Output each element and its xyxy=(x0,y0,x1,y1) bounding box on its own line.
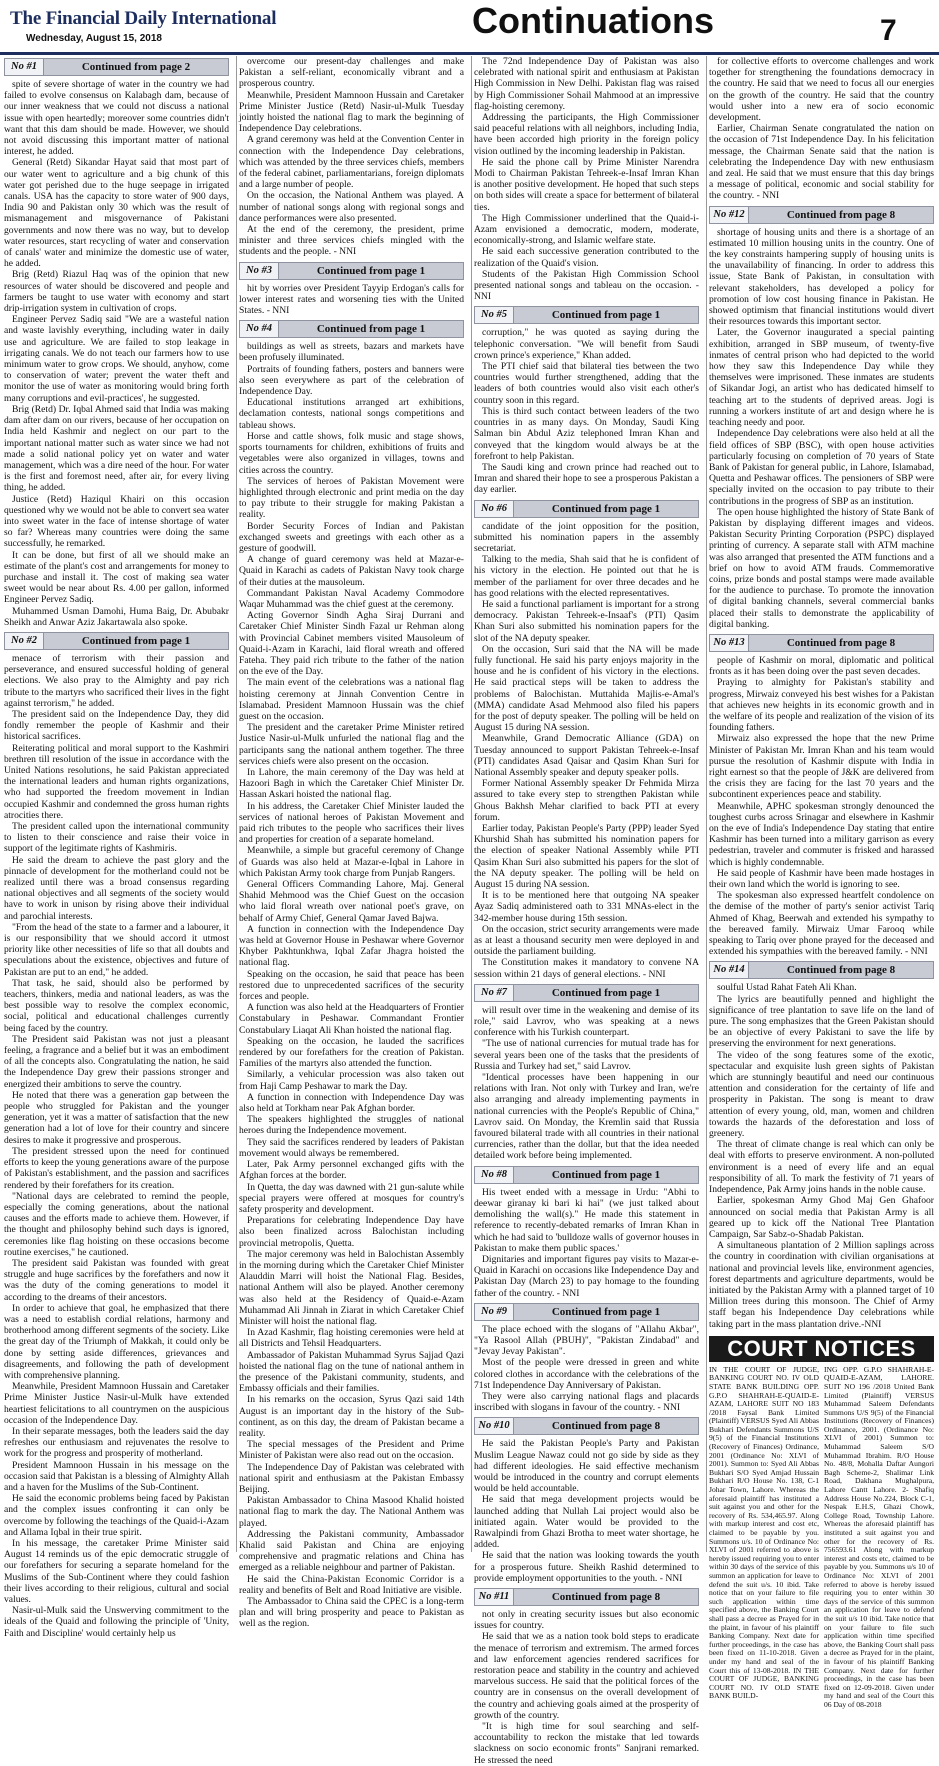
paragraph: He said people of Kashmir have been made hostages in their own land which the world is ignoring to see. xyxy=(709,867,934,891)
paragraph: The speakers highlighted the struggles of national heroes during the Independence movement. xyxy=(239,1114,464,1137)
article-body xyxy=(239,56,464,258)
paragraph: A change of guard ceremony was held at Mazar-e-Quaid in Karachi as cadets of Pakistan Navy took charge of their duties at the mausoleum. xyxy=(239,554,464,588)
paragraph: Dignitaries and important figures pay visits to Mazar-e-Quaid in Karachi on occasions like Independence Day and Pakistan Day (March 23) to pay homage to the founding father of the country. - NNI xyxy=(474,1253,699,1299)
paragraph: Pakistan Ambassador to China Masood Khalid hoisted national flag to mark the day. The National Anthem was played. xyxy=(239,1495,464,1529)
paragraph: Earlier, Chairman Senate congratulated the nation on the occasion of 71st Independence Day. In his felicitation message, the Chairman Senate said that the nation is celebrating the Independence Day with new enthusiasm and zeal. He said that we must ensure that this day brings a message of political, economic and social stability for the country. - NNI xyxy=(709,123,934,202)
paragraph: A function in connection with Independence Day was also held at Torkham near Pak Afghan border. xyxy=(239,1091,464,1115)
continuation-label: Continued from page 8 xyxy=(786,208,896,221)
continuation-header xyxy=(709,961,934,979)
paragraph: President Mamnoon Hussain in his message on the occasion said that Pakistan is a blessing of Almighty Allah and a haven for the Muslims of the Sub-Continent. xyxy=(4,1459,229,1493)
paragraph: overcome our present-day challenges and make Pakistan a self-reliant, economically vibrant and a prosperous country. xyxy=(239,56,464,90)
continuation-header xyxy=(474,1588,699,1606)
paragraph: Horse and cattle shows, folk music and stage shows, sports tournaments for children, exhibitions of fruits and vegetables were also organized in villages, towns and cities across the country. xyxy=(239,430,464,476)
paragraph: Reiterating political and moral support to the Kashmiri brethren till resolution of the issue in accordance with the United Nations resolutions, he said Pakistan appreciated the international leaders and human rights organizations, who had supported the freedom movement in Indian occupied Kashmir and condemned the gross human rights atrocities there. xyxy=(4,742,229,821)
continuation-header xyxy=(474,500,699,518)
paragraph: They said the sacrifices rendered by leaders of Pakistan movement would always be remembered. xyxy=(239,1136,464,1159)
paragraph: Meanwhile, a simple but graceful ceremony of Change of Guards was also held at Mazar-e-Iqbal in Lahore in which Pakistan Army took charge from Punjab Rangers. xyxy=(239,845,464,879)
paragraph: The 72nd Independence Day of Pakistan was also celebrated with national spirit and enthusiasm at Pakistan High Commission in New Delhi. Pakistan flag was raised by High Commissioner Sohail Mahmood at an impressive flag-hoisting ceremony. xyxy=(474,56,699,112)
paragraph: The spokesman also expressed heartfelt condolence on the demise of the mother of party's senior activist Tariq Ahmed of Khag, Beerwah and extended his sympathy to the bereaved family. Mirwaiz Umar Farooq while speaking to Tariq over phone prayed for the deceased and extended his sympathies with the bereaved family. - NNI xyxy=(709,890,934,958)
article-body xyxy=(709,655,934,957)
paragraph: Preparations for celebrating Independence Day have also been finalized across Balochistan including provincial metropolis, Quetta. xyxy=(239,1215,464,1249)
continuation-number: No #3 xyxy=(240,263,279,279)
continuation-number: No #1 xyxy=(5,59,44,75)
paragraph: Portraits of founding fathers, posters and banners were also seen everywhere as part of the celebration of Independence Day. xyxy=(239,363,464,398)
paragraph: "It is high time for soul searching and self-accountability to reckon the mistake that led towards slackness on socio economic fronts" Sanjrani remarked. He stressed the need xyxy=(474,1721,699,1766)
article xyxy=(239,320,464,1629)
paragraph: "National days are celebrated to remind the people, especially the coming generations, about the national causes and the efforts made to achieve them. However, if the thought and philosophy behind such days is ignored, ceremonies like flag hoisting on these occasions become routine exercises," he cautioned. xyxy=(4,1190,229,1258)
continuation-header xyxy=(239,320,464,338)
paragraph: A grand ceremony was held at the Convention Center in connection with the Independence Day celebrations, which was attended by the three services chiefs, members of the federal cabinet, parliamentarians, foreign diplomats and a large number of people. xyxy=(239,134,464,191)
paragraph: The president said on the Independence Day, they did fondly remember the people of Kashmir and their historical sacrifices. xyxy=(4,708,229,743)
continuation-header xyxy=(709,206,934,224)
continuation-label: Continued from page 1 xyxy=(551,1305,661,1318)
section-title: Continuations xyxy=(472,0,714,41)
article xyxy=(239,262,464,317)
continuation-number: No #4 xyxy=(240,321,279,337)
paragraph: Speaking on the occasion, he said that peace has been restored due to unprecedented sacrifices of the security forces and people. xyxy=(239,968,464,1003)
paragraph: He said that mega development projects would be launched adding that Nullah Lai project would also be initiated again. Water would be provided to the Rawalpindi from Ghazi Brotha to meet water shortage, he added. xyxy=(474,1494,699,1551)
paragraph: A function in connection with the Independence Day was held at Governor House in Peshawar where Governor Khyber Pakhtunkhwa, Iqbal Zafar Jhagra hoisted the national flag. xyxy=(239,923,464,969)
article-body xyxy=(474,1005,699,1162)
paragraph: A simultaneous plantation of 2 Million saplings across the country in coordination with civilian organisations at national and provincial levels like, environment agencies, forest departments and agriculture departments, would be initiated by the Pakistan Army with a planned target of 10 Million trees during this monsoon. The Chief of Army staff began his Independence Day celebrations while taking part in the mass plantation drive.-NNI xyxy=(709,1240,934,1330)
paragraph: The PTI chief said that bilateral ties between the two countries would further strengthened, adding that the leaders of both countries would also visit each other's country soon in this regard. xyxy=(474,361,699,406)
paragraph: General Officers Commanding Lahore, Maj. General Shahid Mehmood was the Chief Guest on the occasion who laid floral wreath over national poet's grave, on behalf of Army Chief, General Qamar Javed Bajwa. xyxy=(239,879,464,924)
article-body xyxy=(709,227,934,630)
article xyxy=(709,634,934,957)
column-4 xyxy=(709,56,934,1709)
article-body xyxy=(4,79,229,628)
article xyxy=(474,306,699,495)
paragraph: The lyrics are beautifully penned and highlight the significance of tree plantation to save life on the land of pure. The song emphasizes that the Green Pakistan should be an objective of every Pakistani to save the life by preserving the environment for next generations. xyxy=(709,993,934,1050)
paragraph: The major ceremony was held in Balochistan Assembly in the morning during which the Caretaker Chief Minister Alauddin Marri will hoist the National Flag. Besides, national Anthem will also be played. Another ceremony was also held at the Residency of Quaid-e-Azam Muhammad Ali Jinnah in Ziarat in which Caretaker Chief Minister will hoist the national flag. xyxy=(239,1248,464,1327)
paragraph: They were also carrying national flags and placards inscribed with slogans in favour of the country. - NNI xyxy=(474,1390,699,1414)
article xyxy=(474,1588,699,1766)
continuation-number: No #11 xyxy=(475,1589,514,1605)
continuation-number: No #10 xyxy=(475,1418,514,1434)
paragraph: menace of terrorism with their passion and perseverance, and ensured successful holding of general elections. We also pray to the Almighty and pay rich tribute to the martyrs who sacrificed their lives in the fight against terrorism," he added. xyxy=(4,652,229,709)
continuation-number: No #13 xyxy=(710,635,749,651)
paragraph: He said that we as a nation took bold steps to eradicate the menace of terrorism and extremism. The armed forces and law enforcement agencies rendered sacrifices for restoration peace and stability in the country and achieved marvelous success. He said that the political forces of the country are in consensus on the overall development of the country and achieving goals aimed at the prosperity of growth of the country. xyxy=(474,1631,699,1721)
paragraph: In order to achieve that goal, he emphasized that there was a need to establish cordial relations, harmony and brotherhood among different segments of the society. Like the great day of the Triumph of Makkah, it could only be done by setting aside differences, grievances and disagreements, and following the path of development with comprehensive planning. xyxy=(4,1302,229,1381)
paragraph: The video of the song features some of the exotic, spectacular and exquisite lush green sights of Pakistan which are stunningly beautiful and need our continuous attention and consideration for the certainty of life and prosperity in Pakistan. The song is meant to draw attention of every young, old, man, women and children towards the hazards of the deforestation and loss of greenery. xyxy=(709,1049,934,1140)
paragraph: On the occasion, strict security arrangements were made as at least a thousand security men were deployed in and outside the parliament building. xyxy=(474,923,699,958)
paragraph: buildings as well as streets, bazars and markets have been profusely illuminated. xyxy=(239,341,464,364)
article xyxy=(474,56,699,302)
paragraph: corruption," he was quoted as saying during the telephonic conversation. "We will benefit from Saudi crown prince's experience," Khan added. xyxy=(474,327,699,361)
paragraph: In his message, the caretaker Prime Minister said August 14 reminds us of the epic democratic struggle of our forefathers for securing a separate homeland for the Muslims of the Sub-Continent where they could fashion their lives according to their religious, cultural and social values. xyxy=(4,1538,229,1606)
paragraph: Later, the Governor inaugurated a special painting exhibition, arranged in SBP museum, of twenty-five inmates of central prison who had depicted to the world how they saw this Independence Day while they themselves were imprisoned. These inmates are students of Sikandar Jogi, an artist who has dedicated himself to teaching art to the students of deprived areas. Jogi is running a workers institute of art and design where he is teaching needy and poor. xyxy=(709,327,934,429)
paragraph: Speaking on the occasion, he lauded the sacrifices rendered by our forefathers for the creation of Pakistan. Families of the martyrs also attended the function. xyxy=(239,1035,464,1070)
column-1 xyxy=(4,56,229,1639)
continuation-number: No #8 xyxy=(475,1167,514,1183)
paragraph: Brig (Retd) Dr. Iqbal Ahmed said that India was making dam after dam on our rivers, because of her occupation on India held Kashmir and neglect on our part to the important national matter such as water since we had not made a solid national policy yet on water and water management, which was a dire need of the hour. For water is the first and foremost need, after air, for every living thing, he added. xyxy=(4,403,229,494)
article xyxy=(474,500,699,980)
article-columns xyxy=(4,56,935,1766)
paragraph: The Saudi king and crown prince had reached out to Imran and shared their hope to see a prosperous Pakistan a day earlier. xyxy=(474,461,699,496)
continuation-label: Continued from page 1 xyxy=(551,986,661,999)
paragraph: He noted that there was a generation gap between the people who struggled for Pakistan and the younger generation, yet it was a matter of satisfaction that the new generation had a lot of love for their country and sincere desires to make it progressive and prosperous. xyxy=(4,1089,229,1146)
paragraph: Mirwaiz also expressed the hope that the new Prime Minister of Pakistan Mr. Imran Khan and his team would pursue the resolution of Kashmir dispute with India in right earnest so that the people of J&K are delivered from the crisis they are facing for the last 70 years and the subcontinent experiences peace and stability. xyxy=(709,733,934,801)
paragraph: He said each successive generation contributed to the realization of the Quaid's vision. xyxy=(474,246,699,269)
paragraph: not only in creating security issues but also economic issues for country. xyxy=(474,1608,699,1632)
paragraph: Independence Day celebrations were also held at all the field offices of SBP (BSC), with open house activities particularly focusing on completion of 70 years of State Bank of Pakistan for general public, in Lahore, Islamabad, Quetta and Peshawar offices. The pensioners of SBP were specially invited on the occasion to pay tribute to their contributions in the progress of SBP as an institution. xyxy=(709,428,934,507)
article xyxy=(709,56,934,202)
paragraph: Engineer Pervez Sadiq said "We are a wasteful nation and waste lavishly everything, including water in daily use and agriculture. We are failed to stop leakage in irrigating canals. We do not teach our farmers how to use minimum water to grow crops. We should, anyhow, come to conservation of water; prevent the water theft and monitor the use of water as monitoring would bring forth many corruptions and evil-practices', he suggested. xyxy=(4,314,229,404)
masthead xyxy=(0,0,939,55)
paragraph: That task, he said, should also be performed by teachers, thinkers, media and national leaders, as was the best possible way to resolve the complex economic, social, political and educational challenges currently being faced by the country. xyxy=(4,977,229,1034)
continuation-header xyxy=(709,634,934,652)
paragraph: The High Commissioner underlined that the Quaid-i-Azam envisioned a democratic, modern, moderate, economically-strong, and Islamic welfare state. xyxy=(474,212,699,247)
paragraph: The threat of climate change is real which can only be deal with efforts to preserve environment. A non-polluted environment is a need of every life and an equal responsibility of all. To mark the festivity of 71 years of Independence, Pak Army joins hands in the noble cause. xyxy=(709,1139,934,1196)
paper-name: The Financial Daily International xyxy=(10,8,277,29)
paragraph: He said the dream to achieve the past glory and the pinnacle of development for the motherland could not be realized until there was a broad consensus regarding national objectives and all segments of the society would have to work in unison by rising above their individual and parochial interests. xyxy=(4,854,229,922)
notice-text: IN THE COURT OF JUDGE, BANKING COURT NO. IV OLD STATE BANK BUILDING OPP. G.P.O SHAHRAH-E-QUAID-E-AZAM, LAHORE SUIT NO 183 /2018 Faysal Bank Limited (Plaintiff) VERSUS Syed Ali Abbas Bukhari Defendants Summons U/S 9(5) of the Financial Institutions (Recovery of Finances) Ordinance, 2001 (Ordinance No: XLVI of 2001). Summon to: Syed Ali Abbas Bukhari S/O Syed Amjad Hussain Bukhari R/O House No. 138, C-1 Johar Town, Lahore. Whereas the aforesaid plaintiff has instituted a suit against you and other for the recovery of Rs. 534,465.97. Along with markup interest and cost etc, claimed to be payable by you. Summons u/s. 10 of Ordinance No: XLVI of 2001 referred to above is hereby issued requiring you to enter within 30 days of the service of this summon an application for leave to defend the suit u/s. 10 ibid. Take notice that on your failure to file such application within time specified above, the Banking Court shall pass a decree as Prayed for in the plaint, in favour of his plaintiff Banking Company. Next date for further proceedings, in the case has been fixed on 11-10-2018. Given under my hand and seal of the Court this of 13-08-2018. IN THE COURT OF JUDGE, BANKING COURT NO. IV OLD STATE BANK BUILD- xyxy=(709,1364,819,1701)
paragraph: In his address, the Caretaker Chief Minister lauded the services of national heroes of Pakistan Movement and paid rich tributes to the people who sacrifices their lives and properties for creation of a separate homeland. xyxy=(239,800,464,846)
paragraph: In his remarks on the occasion, Syrus Qazi said 14th August is an important day in the history of the Sub-continent, as on this day, the dream of Pakistan became a reality. xyxy=(239,1394,464,1439)
court-notice xyxy=(824,1364,934,1709)
paragraph: The president and the caretaker Prime Minister retired Justice Nasir-ul-Mulk unfurled the national flag and the participants sang the national anthem together. The three services chiefs were also present on the occasion. xyxy=(239,722,464,767)
paragraph: for collective efforts to overcome challenges and work together for strengthening the foundations democracy in the country. He said that we need to focus all our energies on the growth of the country. He said that the country would usher into a new era of socio economic development. xyxy=(709,56,934,124)
paragraph: Acting Governor Sindh Agha Siraj Durrani and Caretaker Chief Minister Sindh Fazal ur Rehman along with Provincial Cabinet members visited Mausoleum of Quaid-i-Azam in Karachi, laid floral wreath and offered Fateha. They paid rich tribute to the father of the nation on the eve of the Day. xyxy=(239,610,464,678)
paragraph: This is third such contact between leaders of the two countries in as many days. On Monday, Saudi King Salman bin Abdul Aziz telephoned Imran Khan and conveyed that the kingdom would always be at the forefront to help Pakistan. xyxy=(474,405,699,462)
paragraph: "From the head of the state to a farmer and a labourer, it is our responsibility that we should accord it utmost priority like other necessities of life so that all doubts and speculations about the existence, objectives and future of Pakistan are put to an end," he added. xyxy=(4,921,229,978)
column-3 xyxy=(474,56,699,1766)
article xyxy=(4,58,229,628)
paragraph: candidate of the joint opposition for the position, submitted his nomination papers in the assembly secretariat. xyxy=(474,520,699,554)
article-body xyxy=(4,653,229,1639)
paragraph: Ambassador of Pakistan Muhammad Syrus Sajjad Qazi hoisted the national flag on the tune of national anthem in the presence of the Pakistani community, students, and Embassy officials and their families. xyxy=(239,1349,464,1395)
article-body xyxy=(474,1609,699,1766)
paragraph: Nasir-ul-Mulk said the Unswerving commitment to the ideals of the Quaid and following the principle of 'Unity, Faith and Discipline' would certainly help us xyxy=(4,1605,229,1639)
paragraph: Similarly, a vehicular procession was also taken out from Haji Camp Peshawar to mark the Day. xyxy=(239,1069,464,1092)
paragraph: He said the Pakistan People's Party and Pakistan Muslim League Nawaz could not go side by side as they had different ideologies. He said effective mechanism would be introduced in the country and corrupt elements would be held accountable. xyxy=(474,1438,699,1495)
paragraph: The services of heroes of Pakistan Movement were highlighted through electronic and print media on the day to pay tribute to their struggle for making Pakistan a reality. xyxy=(239,475,464,521)
paragraph: The place echoed with the slogans of "Allahu Akbar", "Ya Rasool Allah (PBUH)", "Pakistan Zindabad" and "Jevay Jevay Pakistan". xyxy=(474,1323,699,1358)
paragraph: It can be done, but first of all we should make an estimate of the plant's cost and arrangements for money to purchase and install it. The cost of making sea water sweet would be near about Rs. 4.00 per gallon, informed Engineer Pervez Sadiq. xyxy=(4,549,229,606)
paragraph: shortage of housing units and there is a shortage of an estimated 10 million housing units in the country. One of the key constraints hampering supply of housing units is the unavailability of financing. In order to address this issue, State Bank of Pakistan, in consultation with relevant stakeholders, has developed a policy for promotion of low cost housing finance in Pakistan. He showed optimism that financial institutions would divert their resources towards this important sector. xyxy=(709,226,934,328)
paragraph: On the occasion, the National Anthem was played. A number of national songs along with regional songs and dance performances were also presented. xyxy=(239,190,464,224)
continuation-label: Continued from page 8 xyxy=(786,964,896,977)
court-notices xyxy=(709,1364,934,1709)
article-body xyxy=(709,982,934,1329)
notice-text: ING OPP. G.P.O SHAHRAH-E-QUAID-E-AZAM, LAHORE. SUIT NO 196 /2018 United Bank Limited (Plaintiff) VERSUS Muhammad Saleem Defendants Summons U/S 9(5) of the Financial Institutions (Recovery of Finances) Ordinance, 2001. (Ordinance No: XLVI of 2001) Summon to: Muhammad Saleem S/O Muhammad Ibrahim. R/O House No. 48/8, Mohalla Daftar Aungori Bagh Scheme-2, Shalimar Link Road, Dakhana Mughalpura, Lahore Cantt Lahore. 2- Shafiq Address House No.224, Block C-1, Nespak E.H.S, Ghazi Chowk, College Road, Township Lahore. Whereas the aforesaid plaintiff has instituted a suit against you and other for the recovery of Rs. 756593.61 Along with markup interest and costs etc, claimed to be payable by you. Summons u/s 10 of Ordinance No: XLVI of 2001 referred to above is hereby issued requiring you to enter within 30 days of the service of this summon an application for leave to defend the suit u/s 10 ibid. Take notice that on your failure to file such application within time specified above, the Banking Court shall pass a decree as Prayed for in the plaint, in favour of his plaintiff Banking Company. Next date for further proceedings, in the case has been fixed on 12-09-2018. Given under my hand and seal of the Court this 06 Day of 08-2018 xyxy=(824,1364,934,1709)
paragraph: He said the phone call by Prime Minister Narendra Modi to Chairman Pakistan Tehreek-e-Insaf Imran Khan is another positive development. He hoped that such steps on both sides will create a space for betterment of bilateral ties. xyxy=(474,156,699,213)
paragraph: The president said Pakistan was founded with great struggle and huge sacrifices by the forefathers and now it was the duty of the coming generations to model it according to the dreams of their ancestors. xyxy=(4,1257,229,1303)
article-body xyxy=(709,56,934,202)
article-body xyxy=(474,56,699,302)
continuation-number: No #9 xyxy=(475,1304,514,1320)
paragraph: "The use of national currencies for mutual trade has for several years been one of the tasks that the presidents of Russia and Turkey had set," said Lavrov. xyxy=(474,1038,699,1072)
paragraph: A function was also held at the Headquarters of Frontier Constabulary in Peshawar. Commandant Frontier Constabulary Liaqat Ali Khan hoisted the national flag. xyxy=(239,1002,464,1036)
continuation-header xyxy=(474,1166,699,1184)
continuation-label: Continued from page 1 xyxy=(316,264,426,277)
paragraph: Meanwhile, President Mamnoon Hussain and Caretaker Prime Minister Justice Nasir-ul-Mulk have extended heartiest felicitations to all countrymen on the auspicious occasion of the Independence Day. xyxy=(4,1381,229,1426)
paragraph: Praying to almighty for Pakistan's stability and progress, Mirwaiz conveyed his best wishes for a Pakistan that achieves new heights in its economic growth and in the welfare of its people and realization of the vision of its founding fathers. xyxy=(709,677,934,734)
continuation-header xyxy=(239,262,464,280)
paragraph: will result over time in the weakening and demise of its role," said Lavrov, who was speaking at a news conference with his Turkish counterpart. xyxy=(474,1004,699,1039)
continuation-label: Continued from page 1 xyxy=(81,634,191,647)
article-body xyxy=(239,283,464,317)
continuation-number: No #6 xyxy=(475,501,514,517)
continuation-header xyxy=(474,1417,699,1435)
publication-date: Wednesday, August 15, 2018 xyxy=(26,33,162,44)
continuation-label: Continued from page 1 xyxy=(316,323,426,336)
article xyxy=(474,984,699,1162)
court-notice xyxy=(709,1364,819,1701)
paragraph: His tweet ended with a message in Urdu: "Abhi to deewar giranay ki bari ki hai" (we just talked about demolishing the wall(s)." He made this statement in reference to recently-debated remarks of Imran Khan in which he had said to 'bulldoze walls of governor houses in Pakistan to make them public spaces.' xyxy=(474,1186,699,1254)
column-2 xyxy=(239,56,464,1630)
paragraph: The President said Pakistan was not just a pleasant feeling, a fragrance and a belief but it was an embodiment of all the concepts also. Congratulating the nation, he said the Independence Day grew their passions stronger and energized their ambitions to serve the country. xyxy=(4,1033,229,1090)
continuation-label: Continued from page 1 xyxy=(551,309,661,322)
paragraph: Talking to the media, Shah said that he is confident of his victory in the election. He pointed out that he is member of the parliament for over three decades and he has good relations with the elected representatives. xyxy=(474,554,699,599)
continuation-number: No #12 xyxy=(710,207,749,223)
paragraph: people of Kashmir on moral, diplomatic and political fronts as it has been doing over the past seven decades. xyxy=(709,654,934,678)
paragraph: At the end of the ceremony, the president, prime minister and three services chiefs mingled with the students and the people. - NNI xyxy=(239,224,464,258)
paragraph: He said a functional parliament is important for a strong democracy. Pakistan Tehreek-e-Insaaf's (PTI) Qasim Khan Suri also submitted his nomination papers for the slot of the NA deputy speaker. xyxy=(474,598,699,644)
paragraph: Earlier, spokesman Army Ghod Maj Gen Ghafoor announced on social media that Pakistan Army is all geared up to kick off the National Tree Plantation Campaign, Sar Sabz-o-Shadab Pakistan. xyxy=(709,1195,934,1240)
article xyxy=(474,1417,699,1584)
paragraph: Most of the people were dressed in green and white colored clothes in accordance with the celebrations of the 71st Independence Day Anniversary of Pakistan. xyxy=(474,1357,699,1391)
continuation-number: No #14 xyxy=(710,962,749,978)
paragraph: soulful Ustad Rahat Fateh Ali Khan. xyxy=(717,982,857,994)
paragraph: Students of the Pakistan High Commission School presented national songs and tableau on the occasion. - NNI xyxy=(474,268,699,303)
article xyxy=(709,961,934,1329)
article-body xyxy=(239,341,464,1629)
paragraph: Brig (Retd) Riazul Haq was of the opinion that new resources of water should be discovered and people and farmers be taught to use water with economy and start drip-irrigation system in cultivation of crops. xyxy=(4,269,229,315)
continuation-number: No #2 xyxy=(5,633,44,649)
article xyxy=(709,206,934,630)
continuation-label: Continued from page 1 xyxy=(551,1168,661,1181)
article-body xyxy=(474,1324,699,1414)
article xyxy=(4,632,229,1639)
paragraph: He said that the nation was looking towards the youth for a prosperous future. Sheikh Rashid determined to provide employment opportunities to the youth. - NNI xyxy=(474,1550,699,1584)
continuation-label: Continued from page 1 xyxy=(551,502,661,515)
paragraph: The Independence Day of Pakistan was celebrated with national spirit and enthusiasm at the Pakistan Embassy Beijing. xyxy=(239,1461,464,1495)
continuation-label: Continued from page 8 xyxy=(551,1420,661,1433)
continuation-number: No #7 xyxy=(475,985,514,1001)
paragraph: The main event of the celebrations was a national flag hoisting ceremony at Jinnah Convention Centre in Islamabad. President Mamnoon Hussain was the chief guest on the occasion. xyxy=(239,677,464,722)
paragraph: He said the China-Pakistan Economic Corridor is a reality and benefits of Belt and Road Initiative are visible. xyxy=(239,1573,464,1596)
paragraph: General (Retd) Sikandar Hayat said that most part of our water went to agriculture and a big chunk of this water got perished due to the huge seepage in irrigated canals. USA has the capacity to store water of 900 days, India 90 and Pakistan only 30 which was the result of mismanagement and misgovernance of Pakistani governments and now there was no way, but to develop water resources, start recycling of water and conservation of canals' water and minimize the domestic use of water, he added. xyxy=(4,157,229,270)
paragraph: Addressing the Pakistani community, Ambassador Khalid said Pakistan and China are enjoying comprehensive and pragmatic relations and China has emerged as a reliable neighbour and partner of Pakistan. xyxy=(239,1528,464,1574)
paragraph: The open house highlighted the history of State Bank of Pakistan by displaying different images and videos. Pakistan Security Printing Corporation (PSPC) displayed printing of currency. A separate stall with ATM machine was also arranged that presented the ATM functions and a brief on how to avoid ATM frauds. Commemorative coins, prize bonds and postal stamps were made available for the audience to purchase. To promote the innovation of digital banking channels, several commercial banks placed their stalls to demonstrate the applicability of digital banking. xyxy=(709,506,934,630)
paragraph: He said the economic problems being faced by Pakistan and the complex issues confronting it can only be overcome by following the teachings of the Quaid-i-Azam and Allama Iqbal in their true spirit. xyxy=(4,1493,229,1538)
paragraph: In Quetta, the day was dawned with 21 gun-salute while special prayers were offered at mosques for country's safety prosperity and development. xyxy=(239,1181,464,1215)
paragraph: The Ambassador to China said the CPEC is a long-term plan and will bring prosperity and peace to Pakistan as well as the region. xyxy=(239,1596,464,1630)
article-body xyxy=(474,521,699,980)
paragraph: Border Security Forces of Indian and Pakistan exchanged sweets and greetings with each other as a gesture of goodwill. xyxy=(239,520,464,554)
court-notices-banner: COURT NOTICES xyxy=(709,1336,934,1362)
paragraph: Meanwhile, Grand Democratic Alliance (GDA) on Tuesday announced to support Pakistan Tehreek-e-Insaf (PTI) candidates Asad Qaisar and Qasim Khan Suri for National Assembly speaker and deputy speaker polls. xyxy=(474,733,699,778)
article xyxy=(239,56,464,258)
paragraph: In their separate messages, both the leaders said the day refreshes our enthusiasm and rejuvenates the resolve to work for the progress and prosperity of motherland. xyxy=(4,1425,229,1460)
paragraph: The special messages of the President and Prime Minister of Pakistan were also read out on the occasion. xyxy=(239,1439,464,1462)
paragraph: Educational institutions arranged art exhibitions, declamation contests, national songs competitions and tableau shows. xyxy=(239,397,464,431)
continuation-header xyxy=(474,306,699,324)
article-body xyxy=(474,1438,699,1584)
continuation-label: Continued from page 8 xyxy=(551,1590,661,1603)
article xyxy=(474,1303,699,1414)
continuation-header xyxy=(474,1303,699,1321)
paragraph: Meanwhile, APHC spokesman strongly denounced the toughest curbs across Srinagar and elsewhere in Kashmir on the eve of India's Independence Day stating that entire Kashmir has been turned into a military garrison as every pedestrian, traveler and commuter is frisked and harassed which is highly condemnable. xyxy=(709,800,934,868)
paragraph: Muhammed Usman Damohi, Huma Baig, Dr. Abubakr Sheikh and Anwar Aziz Jakartawala also spoke. xyxy=(4,605,229,628)
paragraph: Meanwhile, President Mamnoon Hussain and Caretaker Prime Minister Justice (Retd) Nasir-ul-Mulk Tuesday jointly hoisted the national flag to mark the beginning of Independence Day celebrations. xyxy=(239,89,464,135)
article-body xyxy=(474,1187,699,1299)
paragraph: Commandant Pakistan Naval Academy Commodore Waqar Muhammad was the chief guest at the ceremony. xyxy=(239,587,464,610)
paragraph: spite of severe shortage of water in the country we had failed to evolve consensus on Kalabagh dam, because of our inner weakness that we could not discuss a national issue with open heartedly; moreover some countries didn't want that this dam should be made. However, we should not avoid discussing this important matter of national interest, he added. xyxy=(4,79,229,158)
paragraph: The president called upon the international community to listen to their conscience and raise their voice in support of the legitimate rights of Kashmiris. xyxy=(4,821,229,855)
paragraph: hit by worries over President Tayyip Erdogan's calls for lower interest rates and worsening ties with the United States. - NNI xyxy=(239,282,464,317)
article-body xyxy=(474,327,699,495)
paragraph: The Constitution makes it mandatory to convene NA session within 21 days of general elections. - NNI xyxy=(474,957,699,980)
continuation-header xyxy=(4,632,229,650)
paragraph: Former National Assembly speaker Dr Fehmida Mirza assured to take every step to strengthen Pakistan while Ghous Bakhsh Mehar clarified to back PTI at every forum. xyxy=(474,778,699,823)
paragraph: The president stressed upon the need for continued efforts to keep the young generations aware of the purpose of Pakistan's establishment, and the passion and sacrifices rendered by their forefathers for its creation. xyxy=(4,1145,229,1191)
paragraph: It is to be mentioned here that outgoing NA speaker Ayaz Sadiq administered oath to 331 MNAs-elect in the 342-member house during 15th session. xyxy=(474,890,699,924)
paragraph: In Lahore, the main ceremony of the Day was held at Hazoori Bagh in which the Caretaker Chief Minister Dr. Hassan Askari hoisted the national flag. xyxy=(239,766,464,801)
article xyxy=(474,1166,699,1299)
paragraph: Justice (Retd) Haziqul Khairi on this occasion questioned why we would not be able to convert sea water into sweet water in the face of intense shortage of water so far? Whereas many countries were doing the same successfully, he remarked. xyxy=(4,493,229,550)
paragraph: Earlier today, Pakistan People's Party (PPP) leader Syed Khurshid Shah has submitted his nomination papers for the election of speaker National Assembly while PTI Qasim Khan Suri also submitted his papers for the slot of the NA deputy speaker. The polling will be held on August 15 during NA session. xyxy=(474,823,699,891)
continuation-number: No #5 xyxy=(475,307,514,323)
paragraph: In Azad Kashmir, flag hoisting ceremonies were held at all Districts and Tehsil Headquarters. xyxy=(239,1327,464,1350)
continuation-label: Continued from page 2 xyxy=(81,61,191,73)
continuation-header xyxy=(474,984,699,1002)
paragraph: On the occasion, Suri said that the NA will be made fully functional. He said his party enjoys majority in the house and he is confident of his victory in the elections. He said practical steps will be taken to address the problems of Balochistan. Muttahida Majlis-e-Amal's (MMA) candidate Asad Mehmood also filed his papers for the post of deputy speaker. The polling will be held on August 15 during NA session. xyxy=(474,643,699,734)
continuation-label: Continued from page 8 xyxy=(786,636,896,649)
continuation-header xyxy=(4,58,229,76)
paragraph: Later, Pak Army personnel exchanged gifts with the Afghan forces at the border. xyxy=(239,1159,464,1182)
page-number: 7 xyxy=(880,14,897,47)
paragraph: Addressing the participants, the High Commissioner said peaceful relations with all neighbors, including India, have been accorded high priority in the foreign policy vision outlined by the incoming leadership in Pakistan. xyxy=(474,112,699,157)
paragraph: "Identical processes have been happening in our relations with Iran. Not only with Turkey and Iran, we're also arranging and already implementing payments in national currencies with the People's Republic of China," Lavrov said. On Monday, the Kremlin said that Russia favoured bilateral trade with all countries in their national currencies, rather than the dollar, but that the idea needed detailed work before being implemented. xyxy=(474,1072,699,1162)
